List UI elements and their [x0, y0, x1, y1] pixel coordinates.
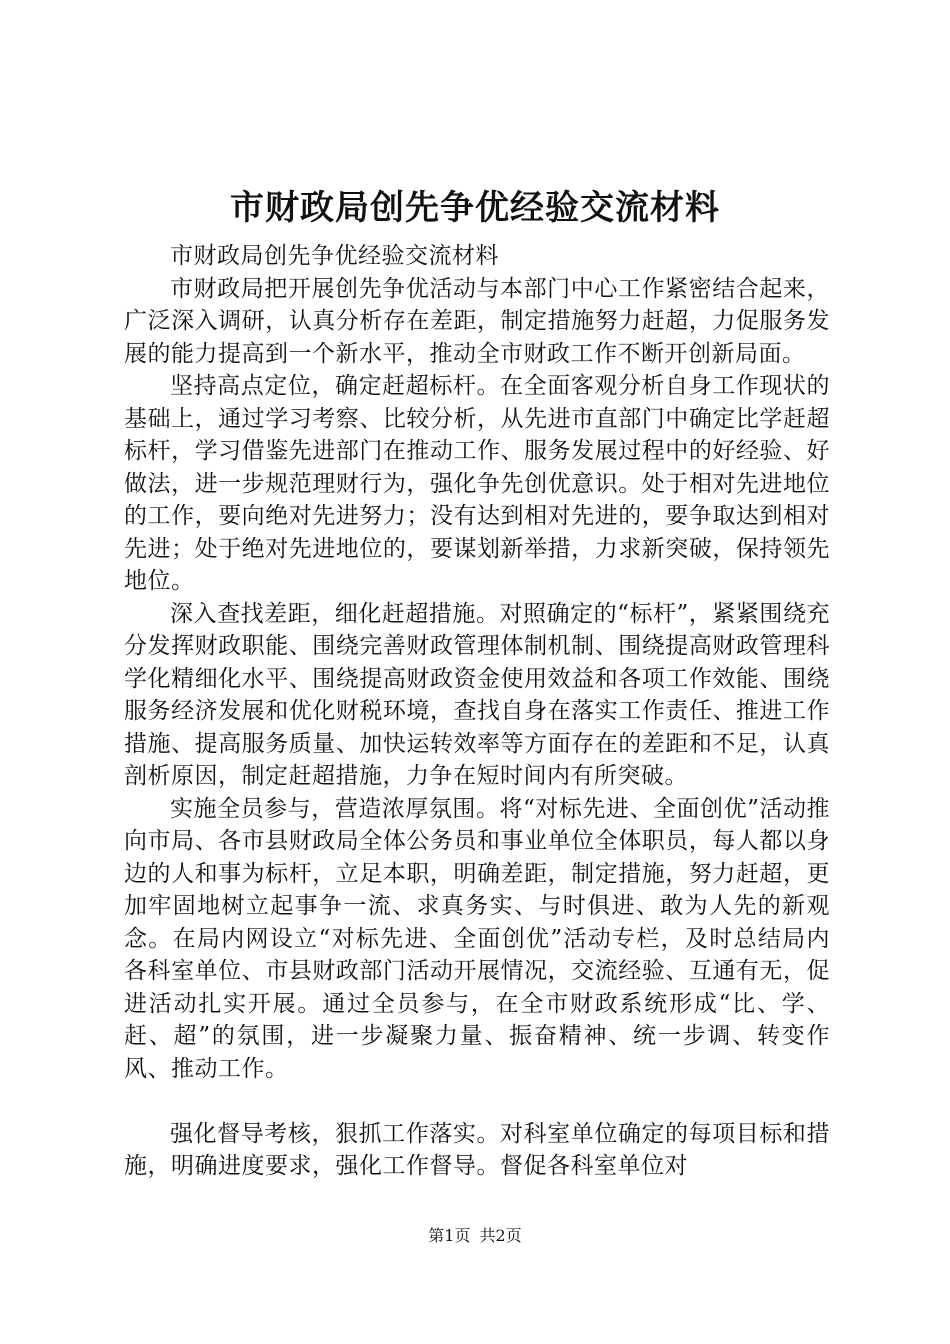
paragraph-intro: 市财政局把开展创先争优活动与本部门中心工作紧密结合起来，广泛深入调研，认真分析存在差距，制定措施努力赶超，力促服务发展的能力提高到一个新水平，推动全市财政工作不断开创新局面。 [124, 275, 830, 367]
page-number: 第1页 [428, 1226, 471, 1245]
page-total: 共2页 [479, 1226, 522, 1245]
document-title: 市财政局创先争优经验交流材料 [230, 188, 720, 228]
paragraph-benchmark: 坚持高点定位，确定赶超标杆。在全面客观分析自身工作现状的基础上，通过学习考察、比较分析，从先进市直部门中确定比学赶超标杆，学习借鉴先进部门在推动工作、服务发展过程中的好经验、好做法，进一步规范理财行为，强化争先创优意识。处于相对先进地位的工作，要向绝对先进努力；没有达到相对先进的，要争取达到相对先进；处于绝对先进地位的，要谋划新举措，力求新突破，保持领先地位。 [124, 373, 830, 594]
paragraph-supervision: 强化督导考核，狠抓工作落实。对科室单位确定的每项目标和措施，明确进度要求，强化工作督导。督促各科室单位对 [124, 1120, 830, 1179]
paragraph-participation: 实施全员参与，营造浓厚氛围。将“对标先进、全面创优”活动推向市局、各市县财政局全体公务员和事业单位全体职员，每人都以身边的人和事为标杆，立足本职，明确差距，制定措施，努力赶超，更加牢固地树立起事争一流、求真务实、与时俱进、敢为人先的新观念。在局内网设立“对标先进、全面创优”活动专栏，及时总结局内各科室单位、市县财政部门活动开展情况，交流经验、互通有无，促进活动扎实开展。通过全员参与，在全市财政系统形成“比、学、赶、超”的氛围，进一步凝聚力量、振奋精神、统一步调、转变作风、推动工作。 [124, 795, 830, 1082]
paragraph-subtitle: 市财政局创先争优经验交流材料 [170, 243, 499, 269]
page-footer [0, 1224, 950, 1248]
document-body [124, 240, 830, 1183]
paragraph-gap: 深入查找差距，细化赶超措施。对照确定的“标杆”，紧紧围绕充分发挥财政职能、围绕完善财政管理体制机制、围绕提高财政管理科学化精细化水平、围绕提高财政资金使用效益和各项工作效能、围绕服务经济发展和优化财税环境，查找自身在落实工作责任、推进工作措施、提高服务质量、加快运转效率等方面存在的差距和不足，认真剖析原因，制定赶超措施，力争在短时间内有所突破。 [124, 600, 830, 789]
